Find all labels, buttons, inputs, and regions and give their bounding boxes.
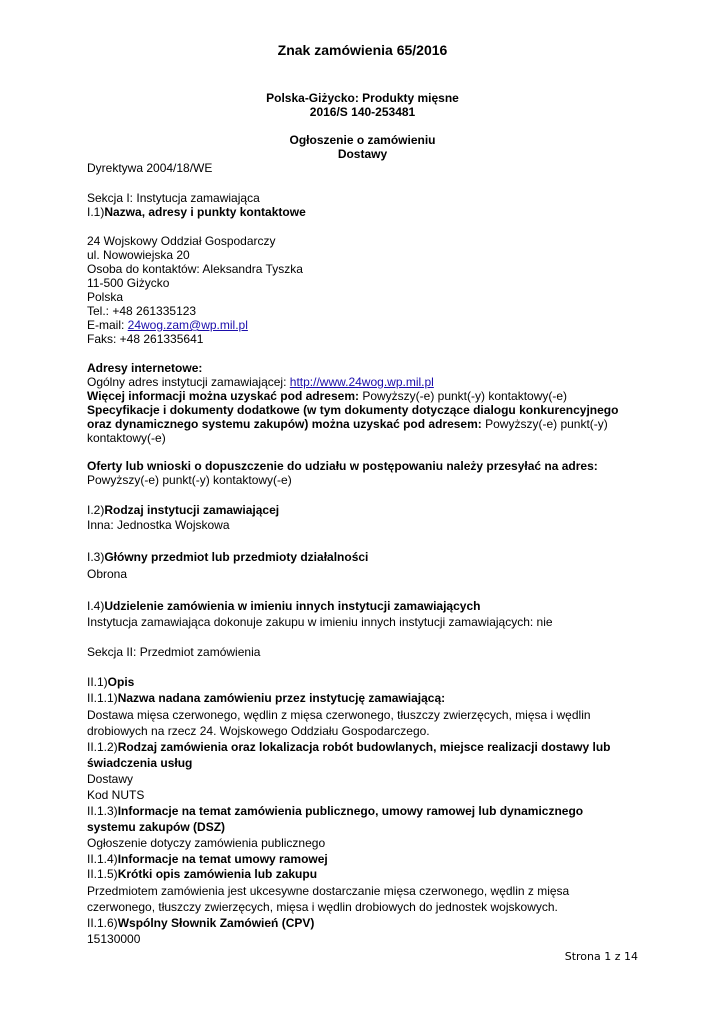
ii12-value-2: Kod NUTS xyxy=(87,788,145,802)
i2-heading: I.2)Rodzaj instytucji zamawiającej xyxy=(87,503,280,517)
ii12-value-1: Dostawy xyxy=(87,772,134,786)
ii11-line-2: drobiowych na rzecz 24. Wojskowego Oddziału Gospodarczego. xyxy=(87,724,430,738)
page-number: Strona 1 z 14 xyxy=(564,950,638,963)
i4-value: Instytucja zamawiająca dokonuje zakupu w imieniu innych instytucji zamawiających: nie xyxy=(87,615,553,629)
header-subtitle: Polska-Giżycko: Produkty mięsne xyxy=(266,91,459,105)
spec-row-1: Specyfikacje i dokumenty dodatkowe (w tym dokumenty dotyczące dialogu konkurencyjnego xyxy=(87,403,619,417)
i1-heading: I.1)Nazwa, adresy i punkty kontaktowe xyxy=(87,205,306,219)
spec-row-2: oraz dynamicznego systemu zakupów) można uzyskać pod adresem: Powyższy(-e) punkt(-y) xyxy=(87,417,608,431)
ii13-heading-2: systemu zakupów (DSZ) xyxy=(87,820,226,834)
ii14-heading: II.1.4)Informacje na temat umowy ramowej xyxy=(87,852,328,866)
general-address-row: Ogólny adres instytucji zamawiającej: http://www.24wog.wp.mil.pl xyxy=(87,375,434,389)
contract-type: Dostawy xyxy=(337,147,388,161)
country: Polska xyxy=(87,290,124,304)
ii13-heading-1: II.1.3)Informacje na temat zamówienia publicznego, umowy ramowej lub dynamicznego xyxy=(87,804,584,818)
ii11-heading: II.1.1)Nazwa nadana zamówieniu przez instytucję zamawiającą: xyxy=(87,691,446,705)
directive: Dyrektywa 2004/18/WE xyxy=(87,161,213,175)
notice-type: Ogłoszenie o zamówieniu xyxy=(289,133,436,147)
org-name: 24 Wojskowy Oddział Gospodarczy xyxy=(87,234,276,248)
ii15-line-1: Przedmiotem zamówienia jest ukcesywne dostarczanie mięsa czerwonego, wędlin z mięsa xyxy=(87,884,570,898)
document-title: Znak zamówienia 65/2016 xyxy=(277,42,448,58)
postal-code: 11-500 Giżycko xyxy=(87,276,170,290)
ii15-heading: II.1.5)Krótki opis zamówienia lub zakupu xyxy=(87,867,318,881)
ii13-value: Ogłoszenie dotyczy zamówienia publicznego xyxy=(87,836,326,850)
ii12-heading-1: II.1.2)Rodzaj zamówienia oraz lokalizacja robót budowlanych, miejsce realizacji dostawy lub xyxy=(87,740,611,754)
i3-value: Obrona xyxy=(87,567,128,581)
i4-heading: I.4)Udzielenie zamówienia w imieniu innych instytucji zamawiających xyxy=(87,599,481,613)
spec-row-3: kontaktowy(-e) xyxy=(87,431,166,445)
email-link[interactable]: 24wog.zam@wp.mil.pl xyxy=(127,318,248,332)
general-url-link[interactable]: http://www.24wog.wp.mil.pl xyxy=(289,375,434,389)
street: ul. Nowowiejska 20 xyxy=(87,248,190,262)
more-info-row: Więcej informacji można uzyskać pod adresem: Powyższy(-e) punkt(-y) kontaktowy(-e) xyxy=(87,389,568,403)
ii12-heading-2: świadczenia usług xyxy=(87,756,193,770)
ii1-heading: II.1)Opis xyxy=(87,675,135,689)
offers-value: Powyższy(-e) punkt(-y) kontaktowy(-e) xyxy=(87,473,292,487)
fax: Faks: +48 261335641 xyxy=(87,332,204,346)
offers-heading: Oferty lub wnioski o dopuszczenie do udziału w postępowaniu należy przesyłać na adres: xyxy=(87,459,598,473)
ii11-line-1: Dostawa mięsa czerwonego, wędlin z mięsa czerwonego, tłuszczy zwierzęcych, mięsa i wędlin xyxy=(87,708,591,722)
internet-heading: Adresy internetowe: xyxy=(87,361,203,375)
i3-heading: I.3)Główny przedmiot lub przedmioty działalności xyxy=(87,550,369,564)
section1-title: Sekcja I: Instytucja zamawiająca xyxy=(87,191,260,205)
cpv-code: 15130000 xyxy=(87,932,141,946)
ii16-heading: II.1.6)Wspólny Słownik Zamówień (CPV) xyxy=(87,916,315,930)
notice-number: 2016/S 140-253481 xyxy=(309,105,416,119)
ii15-line-2: czerwonego, tłuszczy zwierzęcych, mięsa i wędlin drobiowych do jednostek wojskowych. xyxy=(87,900,558,914)
phone: Tel.: +48 261335123 xyxy=(87,304,197,318)
i2-value: Inna: Jednostka Wojskowa xyxy=(87,518,230,532)
section2-title: Sekcja II: Przedmiot zamówienia xyxy=(87,645,261,659)
email-row: E-mail: 24wog.zam@wp.mil.pl xyxy=(87,318,248,332)
contact-person: Osoba do kontaktów: Aleksandra Tyszka xyxy=(87,262,303,276)
